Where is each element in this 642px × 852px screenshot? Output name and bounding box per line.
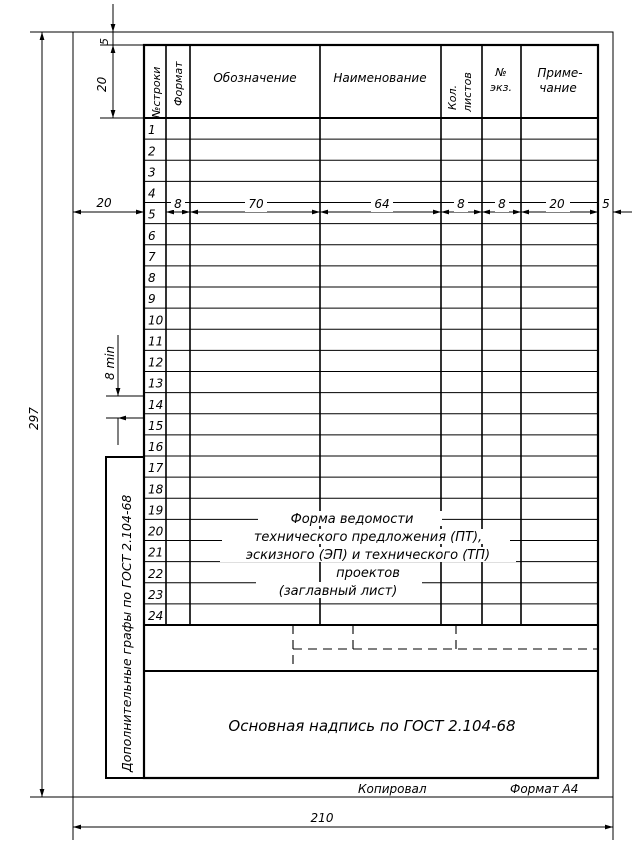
dim-row-min: 8 min (103, 345, 117, 380)
header-format: Формат (172, 61, 185, 106)
row-number: 8 (148, 271, 156, 285)
dim-top-margin: 5 (98, 38, 111, 45)
header-sheets-1: Кол. (446, 84, 459, 110)
footer-format: Формат А4 (510, 782, 579, 796)
header-note-1: Приме- (537, 66, 583, 80)
center-caption (220, 511, 516, 599)
row-number: 22 (148, 566, 164, 581)
row-number: 18 (148, 482, 164, 497)
row-number: 12 (148, 355, 164, 370)
header-texts (150, 61, 583, 119)
header-sheets-2: листов (461, 72, 474, 112)
caption-line-1: Форма ведомости (290, 512, 414, 527)
row-number: 13 (148, 376, 164, 391)
footer-copied: Копировал (358, 782, 427, 796)
column-width-labels (95, 196, 610, 212)
caption-line-3: эскизного (ЭП) и технического (ТП) (245, 548, 491, 563)
header-note-2: чание (539, 81, 577, 95)
row-number: 14 (148, 397, 164, 412)
row-number: 16 (148, 440, 164, 454)
row-number: 11 (148, 334, 164, 349)
dim-header-height: 20 (95, 76, 109, 92)
dim-col-sheets: 8 (457, 197, 465, 211)
row-number: 9 (148, 292, 156, 307)
dim-right-margin: 5 (602, 197, 610, 211)
dim-col-name: 64 (374, 197, 390, 211)
row-number: 1 (148, 123, 156, 138)
row-number: 7 (148, 249, 156, 264)
header-line-no: №строки (150, 66, 163, 118)
row-number: 19 (148, 503, 164, 518)
dim-left-margin: 20 (96, 196, 112, 210)
dim-col-designation: 70 (248, 197, 264, 211)
header-name: Наименование (333, 71, 427, 85)
caption-line-2: технического предложения (ПТ), (253, 530, 483, 545)
caption-line-4: проектов (336, 566, 400, 581)
row-number: 17 (148, 461, 164, 476)
header-designation: Обозначение (213, 71, 297, 85)
row-number: 21 (148, 545, 164, 560)
additional-columns-label: Дополнительные графы по ГОСТ 2.104-68 (119, 494, 134, 772)
row-number: 5 (148, 207, 156, 222)
main-frame (144, 45, 598, 778)
title-block-label: Основная надпись по ГОСТ 2.104-68 (228, 717, 516, 735)
row-number: 2 (148, 144, 156, 159)
row-number: 24 (148, 609, 164, 623)
header-dimension (100, 4, 144, 118)
dim-col-format: 8 (174, 197, 182, 211)
row-labels (148, 123, 164, 623)
caption-line-5: (заглавный лист) (278, 584, 398, 599)
row-number: 10 (148, 313, 164, 328)
dim-page-height: 297 (27, 407, 41, 430)
header-copy-1: № (495, 66, 507, 79)
dim-col-copy: 8 (498, 197, 506, 211)
row-number: 20 (148, 524, 164, 539)
dim-page-width: 210 (310, 811, 334, 825)
page-width-dimension (73, 797, 613, 840)
row-number: 4 (148, 186, 156, 201)
row-number: 23 (148, 587, 164, 602)
header-copy-2: экз. (489, 81, 513, 94)
dim-col-note: 20 (549, 197, 565, 211)
row-number: 3 (148, 165, 156, 180)
dashed-extension (293, 625, 598, 671)
row-number: 6 (148, 228, 156, 243)
row-number: 15 (148, 418, 164, 433)
